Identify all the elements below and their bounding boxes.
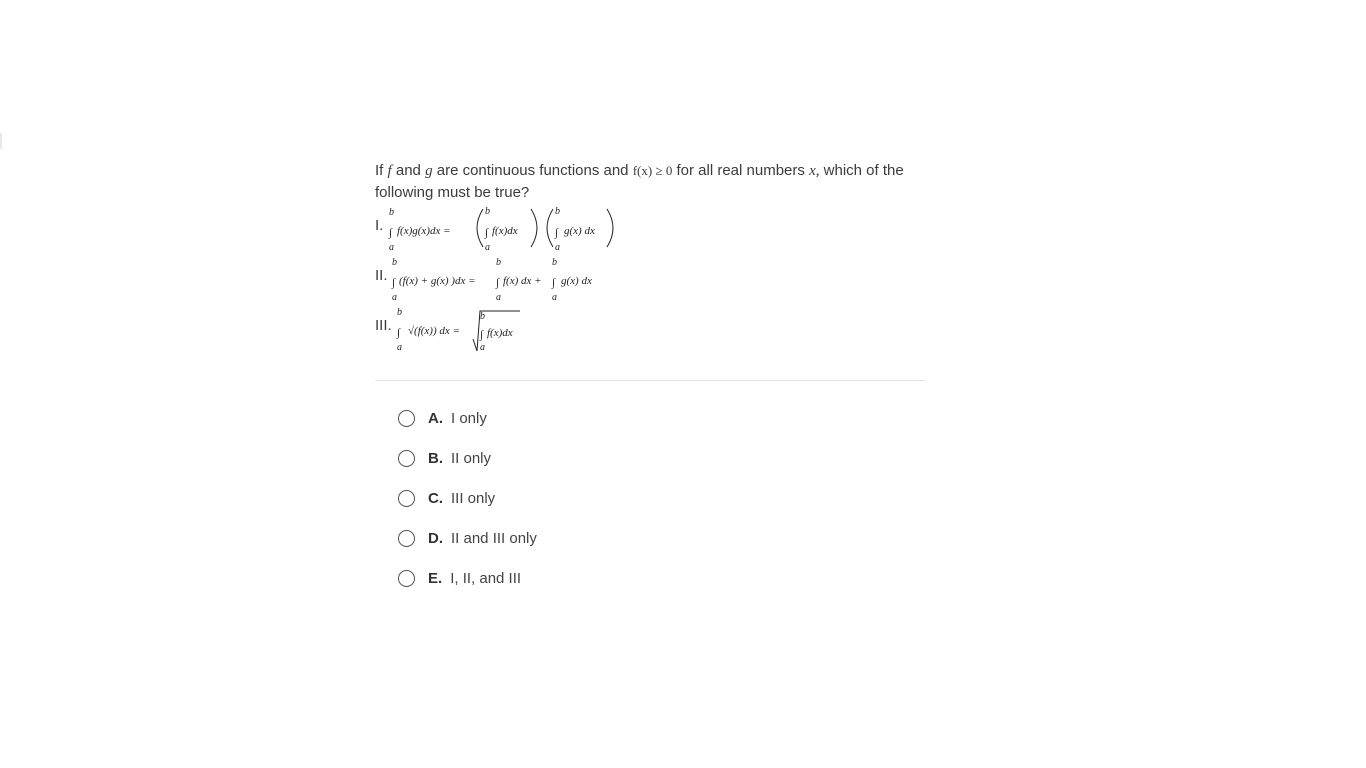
- integral-sign: ∫: [389, 227, 393, 239]
- radio-button[interactable]: [398, 530, 415, 547]
- left-edge-mark: [0, 133, 2, 149]
- option-letter: B.: [428, 449, 443, 467]
- integral-sign: ∫: [392, 277, 396, 289]
- g-integral: g(x) dx: [564, 225, 595, 237]
- rhs-expression: f(x)dx: [487, 327, 513, 339]
- g-integral: g(x) dx: [561, 275, 592, 287]
- upper-limit: b: [397, 307, 402, 318]
- option-text: II and III only: [451, 529, 537, 547]
- lower-limit: a: [555, 242, 560, 253]
- option-a[interactable]: [398, 398, 537, 438]
- stem-text: If: [375, 162, 388, 179]
- option-text: I only: [451, 409, 487, 427]
- upper-limit: b: [555, 206, 560, 217]
- upper-limit: b: [552, 257, 557, 268]
- f-integral: f(x)dx: [492, 225, 518, 237]
- option-e[interactable]: [398, 558, 537, 598]
- lower-limit: a: [552, 292, 557, 303]
- stem-text: and: [391, 162, 426, 179]
- f-integral: f(x) dx +: [503, 275, 542, 287]
- option-letter: A.: [428, 409, 443, 427]
- statement-numeral: II.: [375, 267, 388, 284]
- lower-limit: a: [485, 242, 490, 253]
- integral-sign: ∫: [485, 227, 489, 239]
- lower-limit: a: [496, 292, 501, 303]
- option-letter: D.: [428, 529, 443, 547]
- answer-options: [398, 398, 537, 598]
- radio-button[interactable]: [398, 570, 415, 587]
- divider: [375, 380, 925, 381]
- var-g: g: [425, 163, 433, 179]
- condition-math: f(x) ≥ 0: [632, 163, 673, 178]
- option-letter: C.: [428, 489, 443, 507]
- option-d[interactable]: [398, 518, 537, 558]
- integral-sign: ∫: [496, 277, 500, 289]
- integral-sign: ∫: [552, 277, 556, 289]
- lower-limit: a: [397, 342, 402, 353]
- statement-3: [375, 303, 927, 353]
- option-text: III only: [451, 489, 496, 507]
- statement-numeral: I.: [375, 217, 384, 234]
- option-b[interactable]: [398, 438, 537, 478]
- statement-1-math: [389, 203, 649, 253]
- lhs-expression: √(f(x)) dx =: [408, 325, 460, 337]
- statement-2: [375, 253, 927, 303]
- lower-limit: a: [480, 342, 485, 353]
- option-text: I, II, and III: [450, 569, 522, 587]
- option-letter: E.: [428, 569, 443, 587]
- var-x: x,: [809, 163, 820, 179]
- question-block: [375, 160, 927, 353]
- upper-limit: b: [485, 206, 490, 217]
- statement-3-math: [389, 303, 649, 353]
- left-paren-icon: [547, 209, 553, 247]
- integral-sign: ∫: [555, 227, 559, 239]
- upper-limit: b: [392, 257, 397, 268]
- stem-text: which of the following must be true?: [375, 162, 904, 201]
- statement-numeral: III.: [375, 317, 392, 334]
- stem-text: for all real numbers: [672, 162, 810, 179]
- left-paren-icon: [477, 209, 483, 247]
- integral-sign: ∫: [397, 327, 401, 339]
- upper-limit: b: [480, 311, 485, 322]
- option-c[interactable]: [398, 478, 537, 518]
- radio-button[interactable]: [398, 490, 415, 507]
- right-paren-icon: [531, 209, 537, 247]
- lower-limit: a: [389, 242, 394, 253]
- right-paren-icon: [607, 209, 613, 247]
- radio-button[interactable]: [398, 410, 415, 427]
- upper-limit: b: [496, 257, 501, 268]
- question-stem: [375, 160, 927, 203]
- lhs-expression: f(x)g(x)dx =: [397, 225, 451, 237]
- statement-1: [375, 203, 927, 253]
- statement-2-math: [389, 253, 649, 303]
- lower-limit: a: [392, 292, 397, 303]
- lhs-expression: (f(x) + g(x) )dx =: [399, 275, 476, 287]
- var-f: f: [387, 163, 392, 179]
- radio-button[interactable]: [398, 450, 415, 467]
- upper-limit: b: [389, 207, 394, 218]
- integral-sign: ∫: [480, 329, 484, 341]
- option-text: II only: [451, 449, 492, 467]
- stem-text: are continuous functions and: [432, 162, 633, 179]
